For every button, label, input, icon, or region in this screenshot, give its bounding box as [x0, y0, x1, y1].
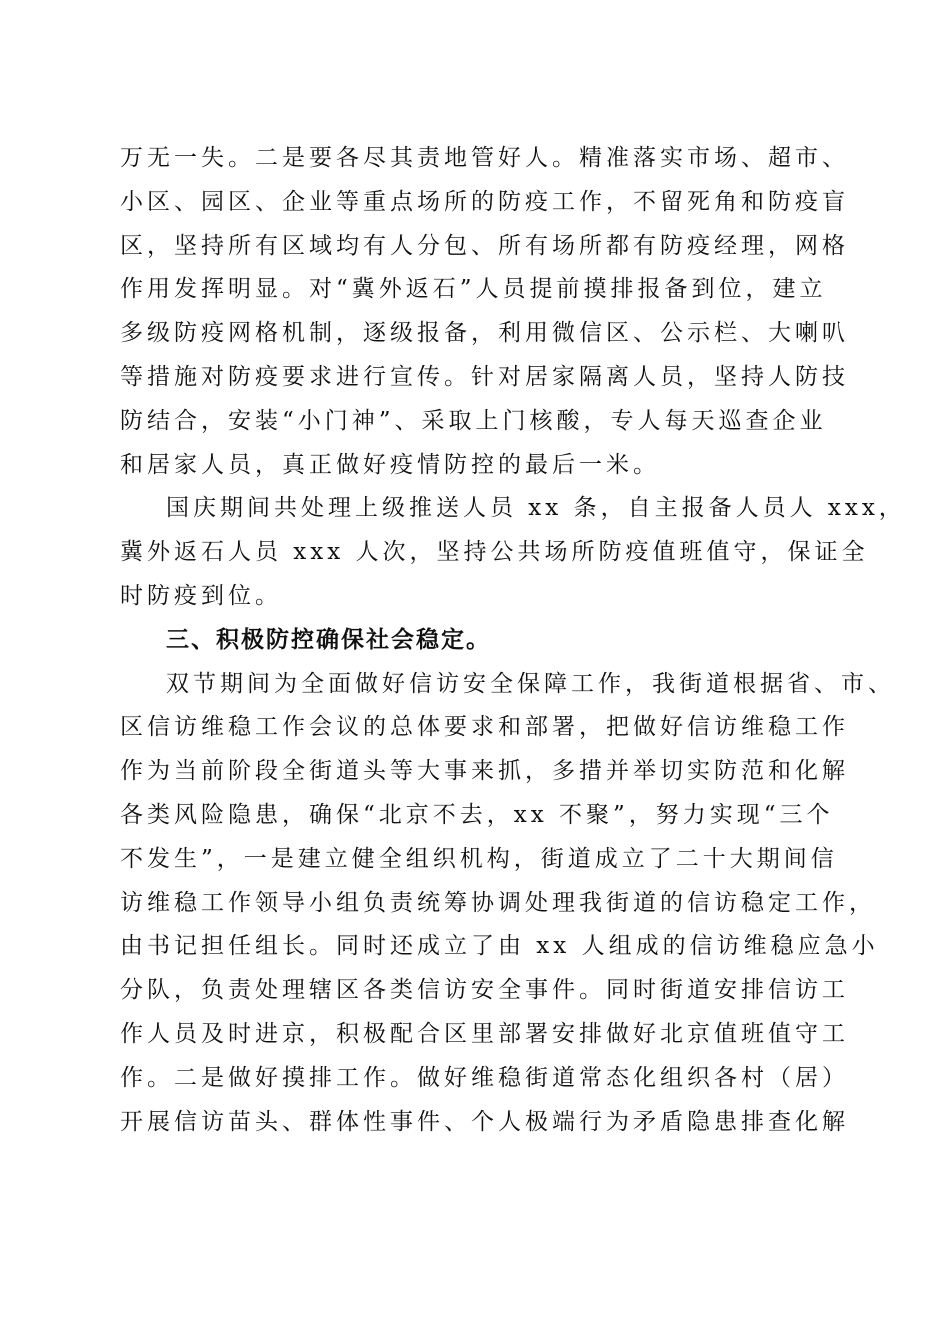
text-line-16: 各类风险隐患，确保“北京不去，xx 不聚”，努力实现“三个 — [120, 801, 834, 828]
text-line-17: 不发生”，一是建立健全组织机构，街道成立了二十大期间信 — [120, 845, 838, 872]
text-line-18: 访维稳工作领导小组负责统筹协调处理我街道的信访稳定工作， — [120, 889, 876, 916]
text-line-11: 时防疫到位。 — [120, 582, 282, 609]
section-heading: 三、积极防控确保社会稳定。 — [166, 626, 491, 653]
text-line-1: 万无一失。二是要各尽其责地管好人。精准落实市场、超市、 — [120, 145, 849, 171]
text-line-4: 作用发挥明显。对“冀外返石”人员提前摸排报备到位，建立 — [120, 276, 827, 303]
text-line-10: 冀外返石人员 xxx 人次，坚持公共场所防疫值班值守，保证全 — [120, 539, 869, 566]
text-line-23: 开展信访苗头、群体性事件、个人极端行为矛盾隐患排查化解 — [120, 1108, 849, 1135]
text-line-14: 区信访维稳工作会议的总体要求和部署，把做好信访维稳工作 — [120, 714, 849, 741]
text-line-7: 防结合，安装“小门神”、采取上门核酸，专人每天巡查企业 — [120, 407, 827, 434]
text-line-21: 作人员及时进京，积极配合区里部署安排做好北京值班值守工 — [120, 1020, 849, 1047]
text-line-15: 作为当前阶段全街道头等大事来抓，多措并举切实防范和化解 — [120, 758, 849, 785]
text-line-8: 和居家人员，真正做好疫情防控的最后一米。 — [120, 451, 660, 478]
text-line-22: 作。二是做好摸排工作。做好维稳街道常态化组织各村（居） — [120, 1064, 849, 1091]
text-line-6: 等措施对防疫要求进行宣传。针对居家隔离人员，坚持人防技 — [120, 363, 849, 390]
text-line-20: 分队，负责处理辖区各类信访安全事件。同时街道安排信访工 — [120, 977, 849, 1004]
paragraph-start-line: 双节期间为全面做好信访安全保障工作，我街道根据省、市、 — [166, 670, 895, 697]
document-body — [120, 137, 906, 1144]
text-line-5: 多级防疫网格机制，逐级报备，利用微信区、公示栏、大喇叭 — [120, 320, 849, 347]
text-line-19: 由书记担任组长。同时还成立了由 xx 人组成的信访维稳应急小 — [120, 933, 879, 960]
text-line-2: 小区、园区、企业等重点场所的防疫工作，不留死角和防疫盲 — [120, 188, 849, 215]
paragraph-start-line: 国庆期间共处理上级推送人员 xx 条，自主报备人员人 xxx， — [166, 495, 906, 522]
text-line-3: 区，坚持所有区域均有人分包、所有场所都有防疫经理，网格 — [120, 232, 849, 259]
